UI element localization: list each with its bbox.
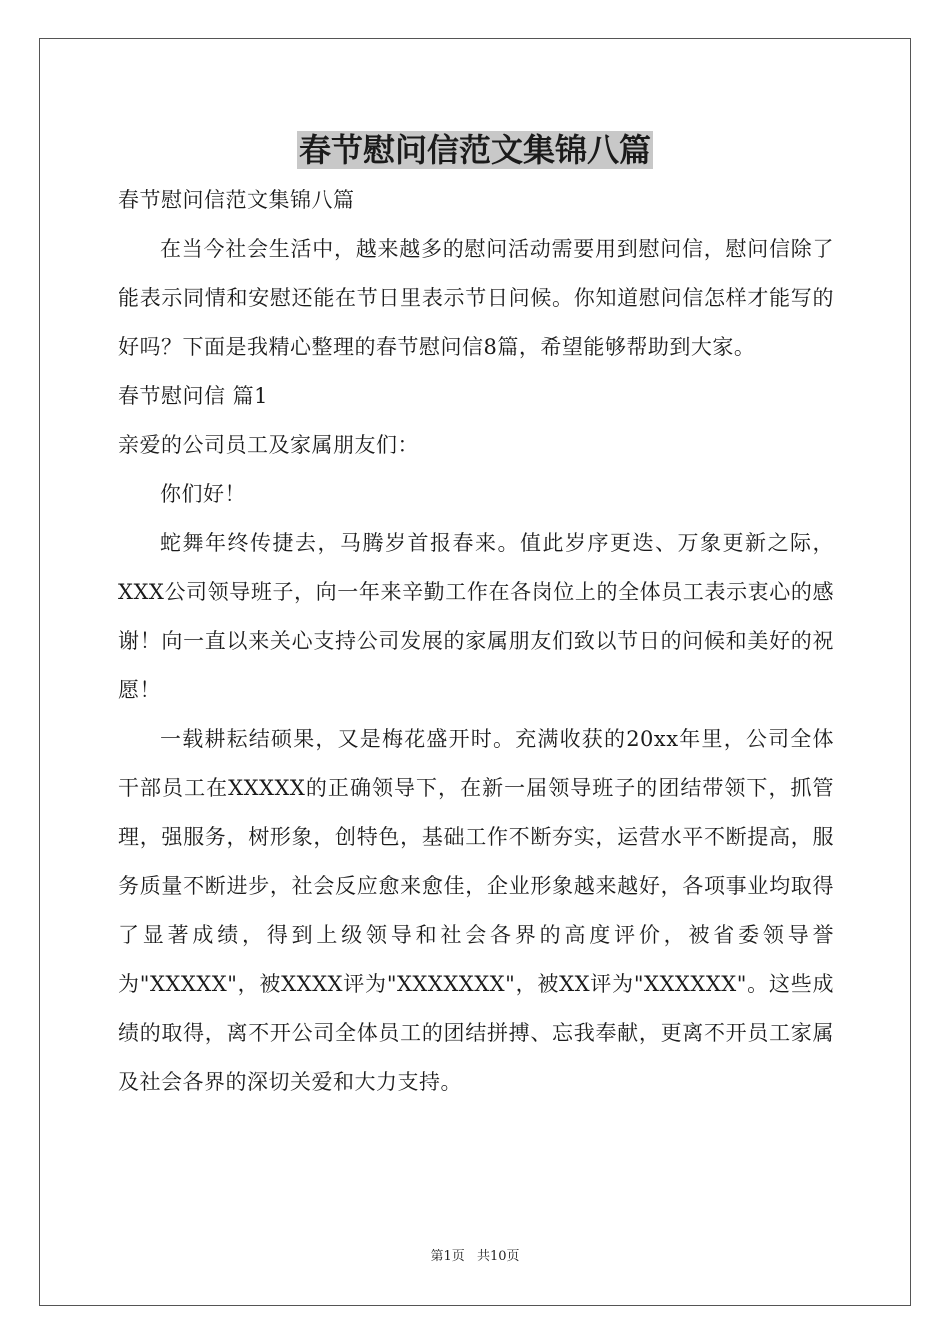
intro-paragraph: 在当今社会生活中，越来越多的慰问活动需要用到慰问信，慰问信除了能表示同情和安慰还能在节日里表示节日问候。你知道慰问信怎样才能写的好吗？下面是我精心整理的春节慰问信8篇，希望能够帮助到大家。 [118, 237, 834, 359]
document-body [118, 176, 834, 1107]
page-footer [0, 1245, 950, 1264]
body-paragraph-2: 一载耕耘结硕果，又是梅花盛开时。充满收获的20xx年里，公司全体干部员工在XXXXX的正确领导下，在新一届领导班子的团结带领下，抓管理，强服务，树形象，创特色，基础工作不断夯实，运营水平不断提高，服务质量不断进步，社会反应愈来愈佳，企业形象越来越好，各项事业均取得了显著成绩，得到上级领导和社会各界的高度评价，被省委领导誉为"XXXXX"，被XXXX评为"XXXXXXX"，被XX评为"XXXXXX"。这些成绩的取得，离不开公司全体员工的团结拼搏、忘我奉献，更离不开员工家属及社会各界的深切关爱和大力支持。 [118, 727, 834, 1094]
body-paragraph-1: 蛇舞年终传捷去，马腾岁首报春来。值此岁序更迭、万象更新之际，XXX公司领导班子，向一年来辛勤工作在各岗位上的全体员工表示衷心的感谢！向一直以来关心支持公司发展的家属朋友们致以节日的问候和美好的祝愿！ [118, 531, 834, 702]
salutation-line: 亲爱的公司员工及家属朋友们： [118, 433, 419, 457]
document-title [0, 128, 950, 172]
section-heading: 春节慰问信 篇1 [118, 384, 269, 408]
subtitle-line: 春节慰问信范文集锦八篇 [118, 188, 355, 212]
page-total: 共10页 [476, 1249, 520, 1264]
greeting-line: 你们好！ [160, 482, 246, 506]
document-title-text: 春节慰问信范文集锦八篇 [298, 131, 651, 169]
page-number: 第1页 [430, 1249, 465, 1264]
